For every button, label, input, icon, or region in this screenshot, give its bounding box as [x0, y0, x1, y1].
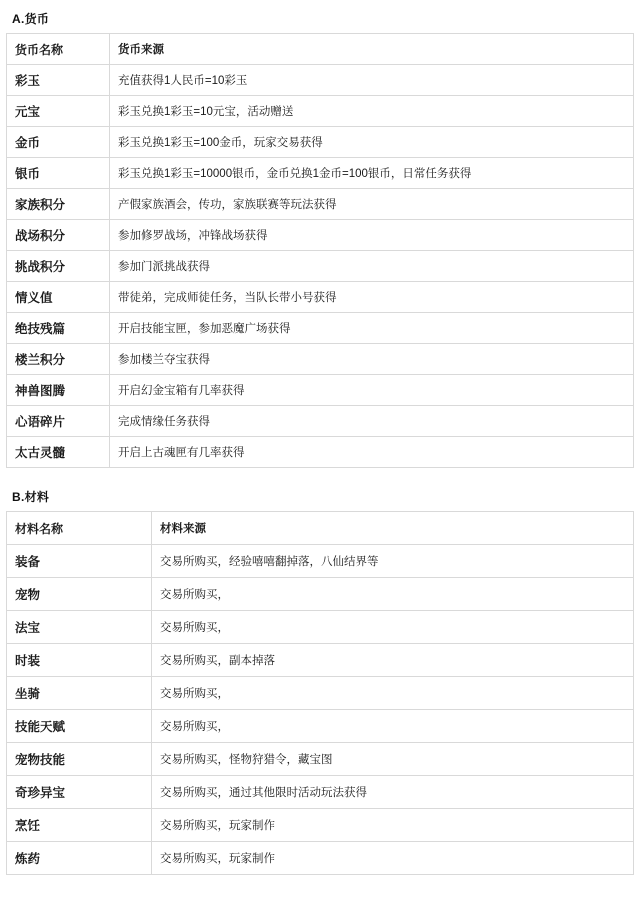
- material-name: 技能天赋: [7, 710, 152, 743]
- material-name: 奇珍异宝: [7, 776, 152, 809]
- table-row: [7, 189, 634, 220]
- material-source: 交易所购买，: [152, 677, 634, 710]
- table-row: [7, 406, 634, 437]
- table-row: [7, 313, 634, 344]
- currency-source: 完成情缘任务获得: [110, 406, 634, 437]
- materials-table-head: [7, 512, 634, 545]
- table-row: [7, 437, 634, 468]
- material-source: 交易所购买，通过其他限时活动玩法获得: [152, 776, 634, 809]
- material-source: 交易所购买，: [152, 611, 634, 644]
- table-row: [7, 644, 634, 677]
- currency-name: 家族积分: [7, 189, 110, 220]
- currency-source: 参加修罗战场，冲锋战场获得: [110, 220, 634, 251]
- table-row: [7, 611, 634, 644]
- currency-source: 开启幻金宝箱有几率获得: [110, 375, 634, 406]
- table-header-row: [7, 512, 634, 545]
- table-row: [7, 127, 634, 158]
- material-source: 交易所购买，副本掉落: [152, 644, 634, 677]
- column-header-currency-source: 货币来源: [110, 34, 634, 65]
- section-currency: [6, 8, 634, 468]
- column-header-currency-name: 货币名称: [7, 34, 110, 65]
- column-header-material-name: 材料名称: [7, 512, 152, 545]
- material-name: 坐骑: [7, 677, 152, 710]
- material-name: 宠物技能: [7, 743, 152, 776]
- currency-name: 彩玉: [7, 65, 110, 96]
- currency-source: 参加楼兰夺宝获得: [110, 344, 634, 375]
- currency-table-body: [7, 65, 634, 468]
- material-source: 交易所购买，经验嘻嘻翻掉落，八仙结界等: [152, 545, 634, 578]
- table-header-row: [7, 34, 634, 65]
- currency-name: 神兽图腾: [7, 375, 110, 406]
- table-row: [7, 776, 634, 809]
- table-row: [7, 220, 634, 251]
- table-row: [7, 375, 634, 406]
- table-row: [7, 251, 634, 282]
- currency-name: 挑战积分: [7, 251, 110, 282]
- currency-source: 彩玉兑换1彩玉=10元宝，活动赠送: [110, 96, 634, 127]
- section-materials: [6, 486, 634, 875]
- currency-source: 参加门派挑战获得: [110, 251, 634, 282]
- table-row: [7, 96, 634, 127]
- table-row: [7, 677, 634, 710]
- currency-source: 带徒弟，完成师徒任务，当队长带小号获得: [110, 282, 634, 313]
- material-name: 烹饪: [7, 809, 152, 842]
- currency-name: 楼兰积分: [7, 344, 110, 375]
- table-row: [7, 545, 634, 578]
- section-title-materials: B.材料: [12, 490, 50, 504]
- currency-name: 绝技残篇: [7, 313, 110, 344]
- table-row: [7, 809, 634, 842]
- currency-name: 心语碎片: [7, 406, 110, 437]
- material-source: 交易所购买，怪物狩猎令，藏宝图: [152, 743, 634, 776]
- table-row: [7, 65, 634, 96]
- table-row: [7, 344, 634, 375]
- currency-source: 彩玉兑换1彩玉=10000银币，金币兑换1金币=100银币，日常任务获得: [110, 158, 634, 189]
- table-row: [7, 158, 634, 189]
- currency-name: 太古灵髓: [7, 437, 110, 468]
- currency-source: 开启上古魂匣有几率获得: [110, 437, 634, 468]
- currency-source: 彩玉兑换1彩玉=100金币，玩家交易获得: [110, 127, 634, 158]
- material-name: 法宝: [7, 611, 152, 644]
- currency-name: 元宝: [7, 96, 110, 127]
- table-row: [7, 578, 634, 611]
- material-source: 交易所购买，玩家制作: [152, 842, 634, 875]
- material-source: 交易所购买，玩家制作: [152, 809, 634, 842]
- currency-source: 开启技能宝匣，参加恶魔广场获得: [110, 313, 634, 344]
- currency-table: [6, 33, 634, 468]
- currency-table-head: [7, 34, 634, 65]
- section-title-currency: A.货币: [12, 12, 50, 26]
- table-row: [7, 282, 634, 313]
- currency-name: 情义值: [7, 282, 110, 313]
- currency-source: 产假家族酒会，传功，家族联赛等玩法获得: [110, 189, 634, 220]
- materials-table: [6, 511, 634, 875]
- table-row: [7, 743, 634, 776]
- table-row: [7, 710, 634, 743]
- material-source: 交易所购买，: [152, 578, 634, 611]
- material-name: 时装: [7, 644, 152, 677]
- materials-table-body: [7, 545, 634, 875]
- material-name: 装备: [7, 545, 152, 578]
- table-row: [7, 842, 634, 875]
- material-name: 炼药: [7, 842, 152, 875]
- column-header-material-source: 材料来源: [152, 512, 634, 545]
- currency-name: 战场积分: [7, 220, 110, 251]
- material-source: 交易所购买，: [152, 710, 634, 743]
- material-name: 宠物: [7, 578, 152, 611]
- currency-name: 金币: [7, 127, 110, 158]
- currency-source: 充值获得1人民币=10彩玉: [110, 65, 634, 96]
- currency-name: 银币: [7, 158, 110, 189]
